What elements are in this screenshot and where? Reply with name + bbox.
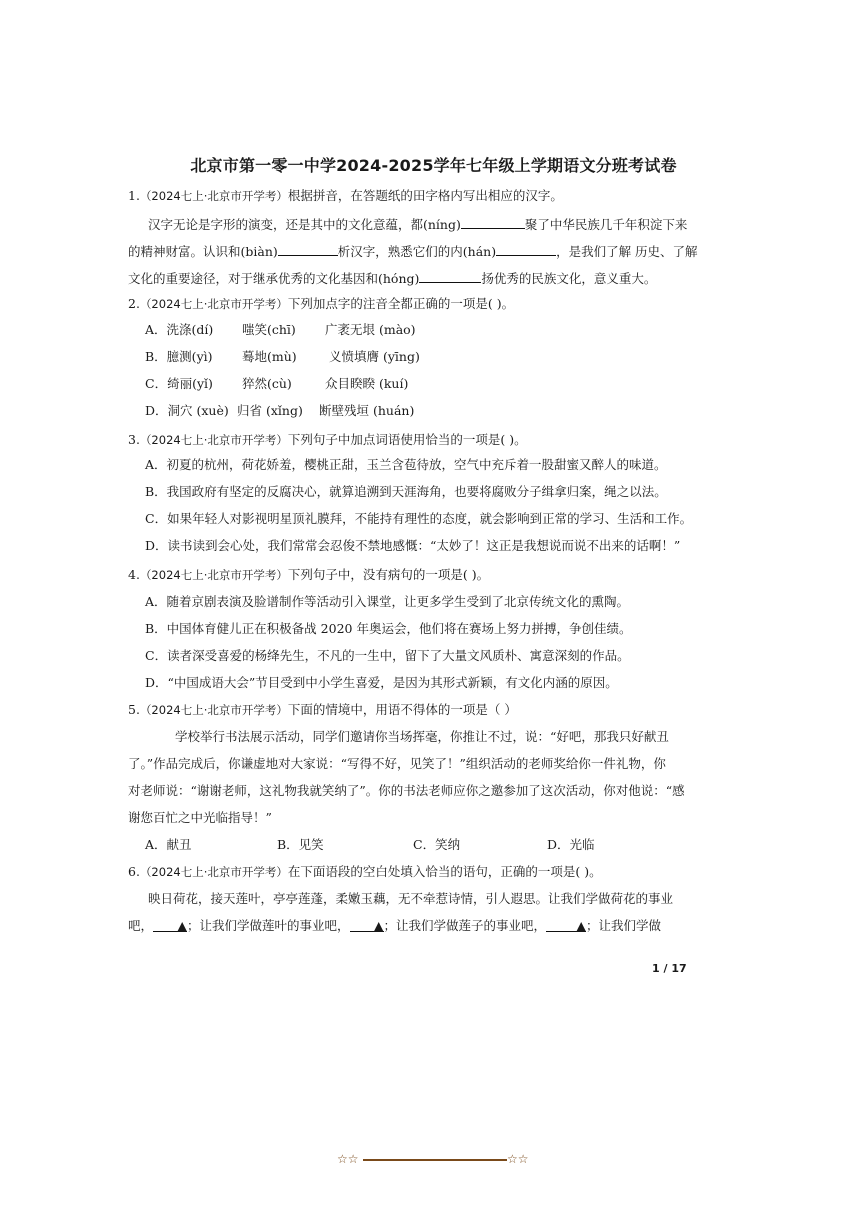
passage-text: ；让我们学做 [586,918,662,933]
question-1-paragraph-line [128,242,698,260]
question-1-paragraph-line [128,269,656,287]
question-number: 4. [128,567,140,582]
page-number: 1 / 17 [652,962,687,975]
question-6-passage-line: 映日荷花，接天莲叶，亭亭莲蓬，柔嫩玉藕，无不牵惹诗情，引人遐思。让我们学做荷花的事业 [148,891,674,906]
question-2-option-a[interactable] [145,322,416,338]
passage-text: ；让我们学做莲叶的事业吧， [187,918,350,933]
footer-divider [363,1159,507,1161]
option-word: B．臆测(yì) [145,349,213,364]
question-5-header [128,702,517,718]
passage-text: ；让我们学做莲子的事业吧， [383,918,547,933]
option-word: 嗤笑(chī) [242,322,296,337]
option-word: 归省 (xǐng) [237,403,303,418]
question-prompt: 下列加点字的注音全都正确的一项是( )。 [287,296,515,311]
option-word: 义愤填膺 (yīng) [329,349,420,364]
question-number: 5. [128,702,140,717]
question-2-option-b[interactable] [145,349,420,365]
question-source: （2024七上·北京市开学考） [139,703,288,717]
question-4-option-c[interactable]: C．读者深受喜爱的杨绛先生，不凡的一生中，留下了大量文风质朴、寓意深刻的作品。 [145,648,630,663]
question-6-passage-line [128,918,661,934]
question-5-options [145,837,595,853]
question-5-passage-line: 了。”作品完成后，你谦虚地对大家说：“写得不好，见笑了！”组织活动的老师奖给你一件礼物，你 [128,756,666,771]
question-number: 6. [128,864,140,879]
question-prompt: 下列句子中，没有病句的一项是( )。 [287,567,490,582]
question-6-header [128,864,602,880]
fill-blank[interactable] [496,242,556,256]
question-source: （2024七上·北京市开学考） [139,433,288,447]
passage-text: 聚了中华民族几千年积淀下来 [524,217,688,232]
question-5-passage-line: 谢您百忙之中光临指导！” [128,810,272,825]
question-5-passage-line: 对老师说：“谢谢老师，这礼物我就笑纳了”。你的书法老师应你之邀参加了这次活动，你对他说：“感 [128,783,685,798]
question-number: 2. [128,296,140,311]
question-2-option-d[interactable] [145,403,414,419]
option-word: 猝然(cù) [242,376,292,391]
question-1-header [128,188,563,204]
fill-blank[interactable] [350,918,384,932]
question-3-header [128,432,527,448]
page-title: 北京市第一零一中学2024-2025学年七年级上学期语文分班考试卷 [190,156,677,175]
question-4-header [128,567,489,583]
option-word: 广袤无垠 (mào) [325,322,416,337]
passage-text: 析汉字，熟悉它们的内(hán) [337,244,497,259]
question-source: （2024七上·北京市开学考） [139,189,288,203]
question-4-option-a[interactable]: A．随着京剧表演及脸谱制作等活动引入课堂，让更多学生受到了北京传统文化的熏陶。 [145,594,630,609]
question-1-paragraph-line [148,215,687,233]
triangle-marker-icon: ▲ [177,918,188,933]
question-prompt: 在下面语段的空白处填入恰当的语句，正确的一项是( )。 [287,864,602,879]
option-word: C．绮丽(yǐ) [145,376,213,391]
option-word: A．洗涤(dí) [145,322,214,337]
question-source: （2024七上·北京市开学考） [139,297,288,311]
question-5-passage-line: 学校举行书法展示活动，同学们邀请你当场挥毫，你推让不过，说：“好吧，那我只好献丑 [175,729,669,744]
question-source: （2024七上·北京市开学考） [139,865,288,879]
question-3-option-c[interactable]: C．如果年轻人对影视明星顶礼膜拜，不能持有理性的态度，就会影响到正常的学习、生活和工作。 [145,511,693,526]
option-word: 断壁残垣 (huán) [319,403,415,418]
triangle-marker-icon: ▲ [576,918,587,933]
footer-decoration [337,1151,533,1167]
question-prompt: 根据拼音，在答题纸的田字格内写出相应的汉字。 [287,188,563,203]
option-word: D．洞穴 (xuè) [145,403,229,418]
question-2-option-c[interactable] [145,376,408,392]
fill-blank[interactable] [461,215,525,229]
question-3-option-a[interactable]: A．初夏的杭州，荷花娇羞，樱桃正甜，玉兰含苞待放，空气中充斥着一股甜蜜又醉人的味道。 [145,457,667,472]
fill-blank[interactable] [153,918,187,932]
passage-text: 扬优秀的民族文化，意义重大。 [481,271,657,286]
question-3-option-b[interactable]: B．我国政府有坚定的反腐决心，就算追溯到天涯海角，也要将腐败分子缉拿归案，绳之以法。 [145,484,667,499]
question-4-option-d[interactable]: D．“中国成语大会”节目受到中小学生喜爱，是因为其形式新颖，有文化内涵的原因。 [145,675,618,690]
question-5-option-a[interactable]: A．献丑 [145,837,192,852]
question-prompt: 下面的情境中，用语不得体的一项是（ ） [287,702,517,717]
option-word: 众目睽睽 (kuí) [325,376,409,391]
fill-blank[interactable] [419,269,481,283]
question-3-option-d[interactable]: D．读书读到会心处，我们常常会忍俊不禁地感慨：“太妙了！这正是我想说而说不出来的话啊！” [145,538,681,553]
star-icon: ☆☆ [507,1152,529,1166]
question-number: 1. [128,188,140,203]
question-5-option-d[interactable]: D．光临 [547,837,595,852]
question-number: 3. [128,432,140,447]
question-5-option-c[interactable]: C．笑纳 [413,837,461,852]
fill-blank[interactable] [278,242,338,256]
triangle-marker-icon: ▲ [373,918,384,933]
star-icon: ☆☆ [337,1152,359,1166]
question-5-option-b[interactable]: B．见笑 [277,837,324,852]
question-4-option-b[interactable]: B．中国体育健儿正在积极备战 2020 年奥运会，他们将在赛场上努力拼搏，争创佳绩。 [145,621,632,636]
passage-text: ，是我们了解 历史、了解 [556,244,698,259]
passage-text: 汉字无论是字形的演变，还是其中的文化意蕴，都(níng) [148,217,461,232]
passage-text: 文化的重要途径，对于继承优秀的文化基因和(hóng) [128,271,420,286]
fill-blank[interactable] [546,918,586,932]
passage-text: 吧， [128,918,154,933]
option-word: 蓦地(mù) [242,349,297,364]
question-prompt: 下列句子中加点词语使用恰当的一项是( )。 [287,432,527,447]
question-2-header [128,296,514,312]
passage-text: 的精神财富。认识和(biàn) [128,244,278,259]
question-source: （2024七上·北京市开学考） [139,568,288,582]
